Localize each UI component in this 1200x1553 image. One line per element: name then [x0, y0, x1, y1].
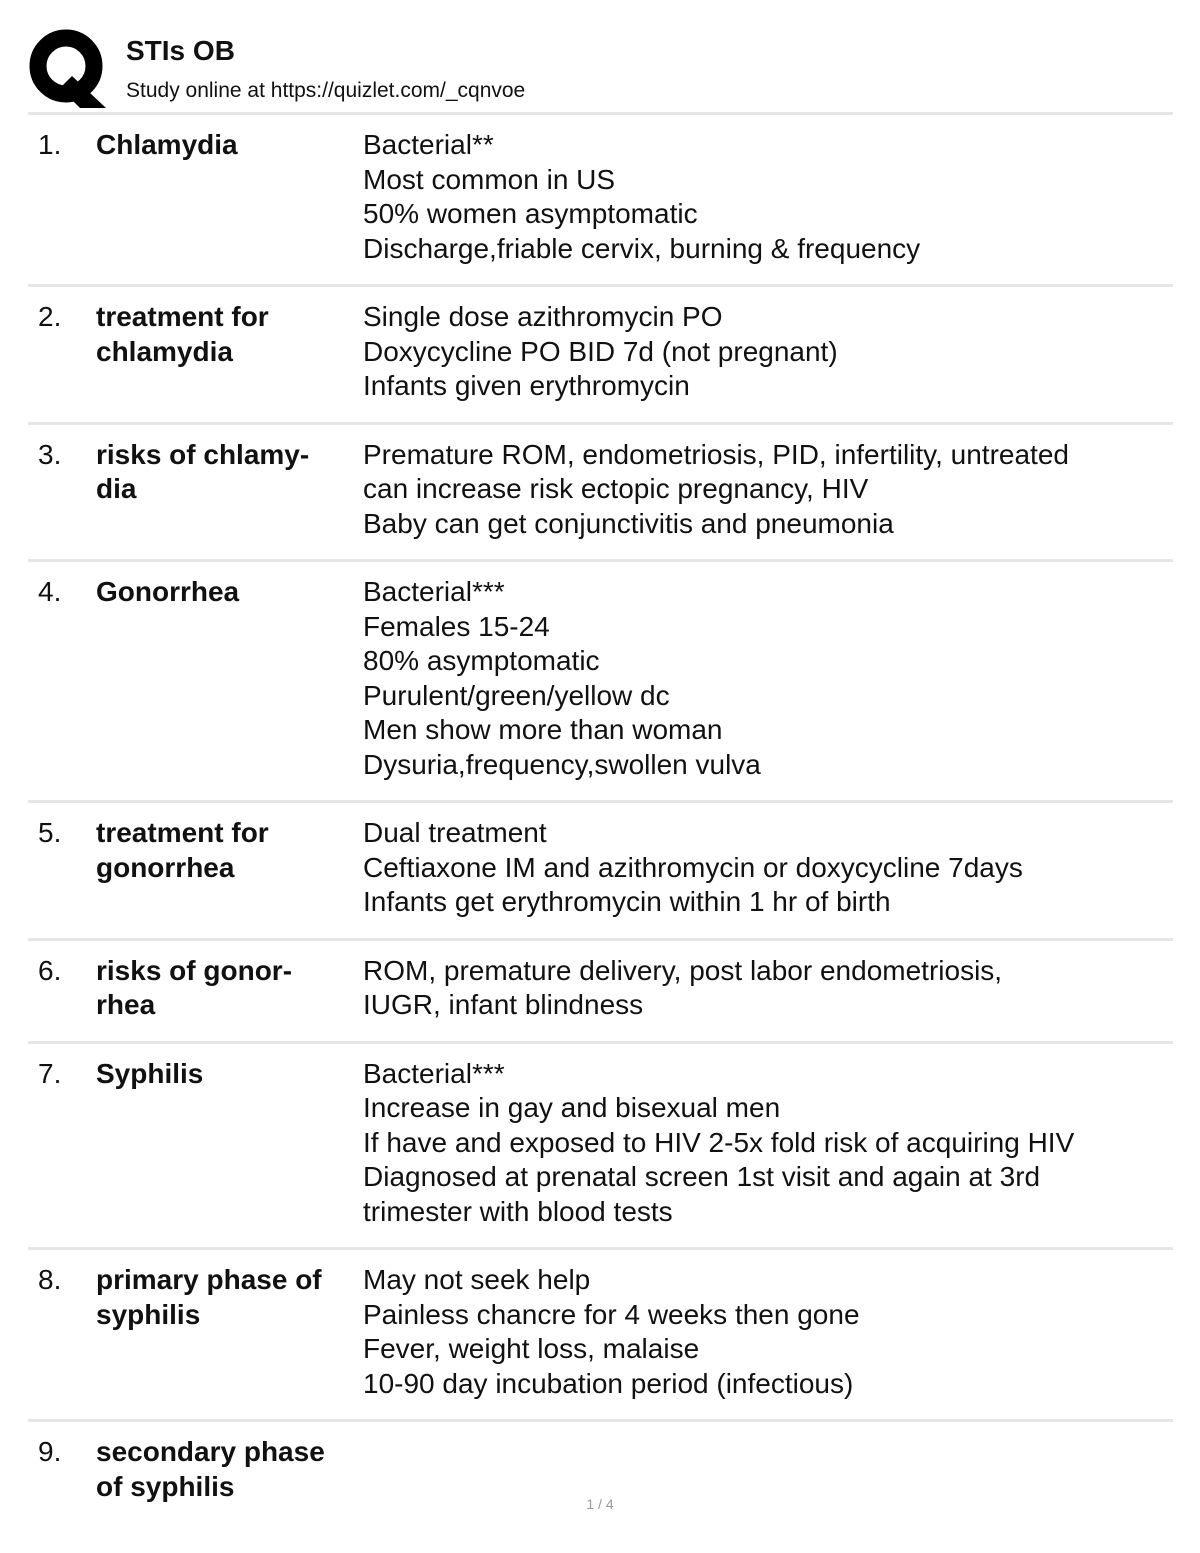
card-definition-line: May not seek help: [363, 1264, 591, 1295]
card-number: 7.: [38, 1057, 62, 1089]
card-definition-line: can increase risk ectopic pregnancy, HIV: [363, 473, 869, 504]
card-term: [96, 1435, 356, 1504]
flashcard-row: [28, 938, 1173, 1041]
card-number: 2.: [38, 301, 62, 332]
card-term: [96, 1263, 356, 1332]
card-definition-line: 10-90 day incubation period (infectious): [363, 1367, 854, 1399]
card-number: 3.: [38, 438, 62, 470]
flashcard-row: [28, 559, 1173, 800]
card-definition-line: Men show more than woman: [363, 714, 723, 745]
card-definition-line: Increase in gay and bisexual men: [363, 1092, 781, 1123]
card-definition-line: 80% asymptomatic: [363, 645, 600, 676]
card-definition-line: Single dose azithromycin PO: [363, 301, 723, 332]
card-definition-line: Dual treatment: [363, 817, 547, 848]
card-number: 6.: [38, 954, 62, 986]
card-term-line: treatment for: [96, 301, 269, 332]
card-number: 8.: [38, 1264, 62, 1295]
flashcard-row: [28, 422, 1173, 560]
card-term: [96, 1057, 356, 1092]
card-definition-line: Premature ROM, endometriosis, PID, infertility, untreated: [363, 438, 1069, 470]
card-definition-line: Painless chancre for 4 weeks then gone: [363, 1298, 860, 1330]
card-definition: [363, 813, 1173, 920]
card-term: [96, 128, 356, 163]
card-term-line: Syphilis: [96, 1057, 204, 1089]
card-definition: [363, 125, 1173, 266]
card-definition-line: Infants given erythromycin: [363, 370, 690, 401]
page-header: [28, 26, 1178, 110]
card-definition-line: Females 15-24: [363, 610, 550, 642]
card-term-line: rhea: [96, 989, 156, 1020]
card-definition: [363, 951, 1173, 1023]
card-definition-line: ROM, premature delivery, post labor endometriosis,: [363, 954, 1003, 986]
card-term-line: chlamydia: [96, 335, 233, 367]
card-definition-line: Bacterial***: [363, 1057, 505, 1089]
card-definition: [363, 1260, 1173, 1401]
flashcard-row: [28, 800, 1173, 938]
card-term: [96, 816, 356, 885]
card-definition-line: trimester with blood tests: [363, 1195, 673, 1227]
card-term-line: syphilis: [96, 1298, 201, 1330]
card-definition: [363, 1054, 1173, 1230]
flashcard-row: [28, 1247, 1173, 1419]
card-term-line: risks of chlamy-: [96, 438, 310, 470]
card-term-line: of syphilis: [96, 1470, 235, 1502]
card-definition: [363, 297, 1173, 404]
card-term-line: secondary phase: [96, 1436, 325, 1467]
card-definition: [363, 572, 1173, 782]
card-term: [96, 575, 356, 610]
page-title: STIs OB: [126, 35, 235, 66]
flashcard-list: [28, 112, 1173, 1519]
quizlet-logo-icon: [28, 26, 110, 108]
card-definition-line: Diagnosed at prenatal screen 1st visit and again at 3rd: [363, 1161, 1041, 1192]
card-term-line: risks of gonor-: [96, 954, 293, 986]
card-term-line: Chlamydia: [96, 129, 238, 160]
card-definition-line: Baby can get conjunctivitis and pneumonia: [363, 507, 894, 539]
card-term: [96, 300, 356, 369]
card-definition-line: Dysuria,frequency,swollen vulva: [363, 748, 761, 780]
card-definition-line: If have and exposed to HIV 2-5x fold risk of acquiring HIV: [363, 1126, 1075, 1158]
card-term-line: Gonorrhea: [96, 576, 240, 607]
card-definition-line: 50% women asymptomatic: [363, 198, 698, 229]
card-definition-line: IUGR, infant blindness: [363, 989, 644, 1020]
study-online-link[interactable]: Study online at https://quizlet.com/_cqnvoe: [126, 79, 526, 102]
card-definition-line: Doxycycline PO BID 7d (not pregnant): [363, 335, 838, 367]
flashcard-row: [28, 1041, 1173, 1248]
card-definition-line: Most common in US: [363, 163, 616, 195]
card-number: 5.: [38, 817, 62, 848]
card-definition: [363, 1432, 1173, 1435]
card-definition-line: Bacterial***: [363, 576, 505, 607]
card-definition-line: Ceftiaxone IM and azithromycin or doxycycline 7days: [363, 851, 1023, 883]
card-definition-line: Bacterial**: [363, 129, 494, 160]
card-term-line: dia: [96, 473, 137, 504]
card-definition-line: Fever, weight loss, malaise: [363, 1333, 700, 1364]
card-definition-line: Purulent/green/yellow dc: [363, 679, 670, 711]
flashcard-row: [28, 112, 1173, 284]
card-term-line: primary phase of: [96, 1264, 322, 1295]
card-number: 9.: [38, 1436, 62, 1467]
page-indicator: 1 / 4: [586, 1496, 614, 1512]
card-term-line: gonorrhea: [96, 851, 235, 883]
card-number: 4.: [38, 576, 62, 607]
card-term-line: treatment for: [96, 817, 269, 848]
card-number: 1.: [38, 129, 62, 160]
card-definition: [363, 435, 1173, 542]
flashcard-row: [28, 284, 1173, 422]
card-definition-line: Discharge,friable cervix, burning & frequency: [363, 232, 921, 264]
card-term: [96, 438, 356, 507]
card-definition-line: Infants get erythromycin within 1 hr of birth: [363, 886, 891, 917]
card-term: [96, 954, 356, 1023]
